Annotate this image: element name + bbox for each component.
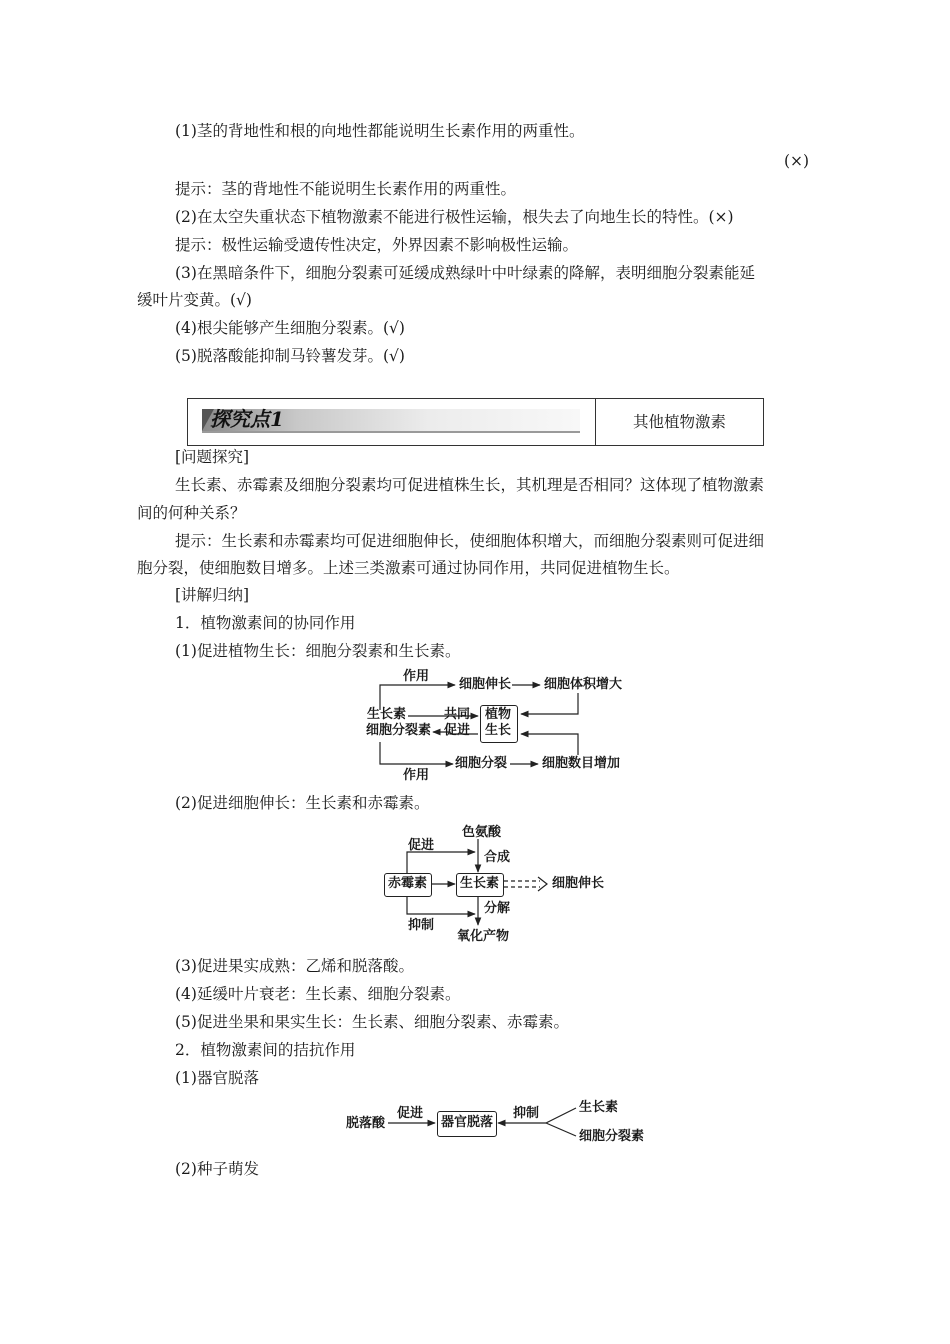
section-2-item-1: (1)器官脱落	[175, 1069, 259, 1087]
answer-line-2: 胞分裂，使细胞数目增多。上述三类激素可通过协同作用，共同促进植物生长。	[137, 559, 680, 577]
statement-3-line-1: (3)在黑暗条件下，细胞分裂素可延缓成熟绿叶中叶绿素的降解，表明细胞分裂素能延	[175, 264, 755, 282]
question-heading: [问题探究]	[175, 448, 250, 466]
statement-3-line-2: 缓叶片变黄。(√)	[137, 291, 252, 309]
d1-target-2: 生长	[485, 723, 512, 738]
statement-5: (5)脱落酸能抑制马铃薯发芽。(√)	[175, 347, 405, 365]
question-line-2: 间的何种关系？	[137, 504, 246, 522]
section-1-item-2: (2)促进细胞伸长：生长素和赤霉素。	[175, 794, 430, 812]
d1-result-bottom: 细胞数目增加	[542, 756, 621, 771]
d2-effect: 细胞伸长	[552, 876, 605, 891]
section-1-title: 1．植物激素间的协同作用	[175, 614, 356, 632]
statement-1: (1)茎的背地性和根的向地性都能说明生长素作用的两重性。	[175, 122, 585, 140]
d1-effect-top: 细胞伸长	[459, 677, 512, 692]
section-1-item-4: (4)延缓叶片衰老：生长素、细胞分裂素。	[175, 985, 461, 1003]
section-1-item-5: (5)促进坐果和果实生长：生长素、细胞分裂素、赤霉素。	[175, 1013, 569, 1031]
d2-promote: 促进	[408, 838, 435, 853]
d1-joint-2: 促进	[444, 723, 471, 738]
d3-target: 器官脱落	[441, 1115, 494, 1130]
d2-precursor: 色氨酸	[462, 825, 502, 840]
hint-2: 提示：极性运输受遗传性决定，外界因素不影响极性运输。	[175, 236, 579, 254]
d2-gibberellin: 赤霉素	[388, 876, 428, 891]
d1-action-bottom: 作用	[403, 768, 430, 783]
section-1-item-3: (3)促进果实成熟：乙烯和脱落酸。	[175, 957, 414, 975]
d1-result-top: 细胞体积增大	[544, 677, 623, 692]
section-2-item-2: (2)种子萌发	[175, 1160, 259, 1178]
d3-cytokinin: 细胞分裂素	[579, 1129, 645, 1144]
hint-1: 提示：茎的背地性不能说明生长素作用的两重性。	[175, 180, 517, 198]
banner-topic: 其他植物激素	[632, 413, 726, 431]
statement-4: (4)根尖能够产生细胞分裂素。(√)	[175, 319, 405, 337]
d1-hormone-a: 生长素	[367, 707, 407, 722]
d3-aba: 脱落酸	[346, 1116, 386, 1131]
d2-synthesis: 合成	[484, 850, 511, 865]
d3-auxin: 生长素	[579, 1100, 619, 1115]
d2-inhibit: 抑制	[408, 918, 435, 933]
explain-heading: [讲解归纳]	[175, 586, 250, 604]
section-1-item-1: (1)促进植物生长：细胞分裂素和生长素。	[175, 642, 461, 660]
d1-joint-1: 共同	[444, 707, 471, 722]
d1-effect-bottom: 细胞分裂	[455, 756, 508, 771]
answer-line-1: 提示：生长素和赤霉素均可促进细胞伸长，使细胞体积增大，而细胞分裂素则可促进细	[175, 532, 765, 550]
statement-1-mark: (×)	[784, 152, 810, 170]
d1-action-top: 作用	[403, 669, 430, 684]
d3-promote: 促进	[397, 1106, 424, 1121]
d1-target-1: 植物	[485, 707, 512, 722]
statement-2: (2)在太空失重状态下植物激素不能进行极性运输，根失去了向地生长的特性。(×)	[175, 208, 734, 226]
d1-hormone-b: 细胞分裂素	[366, 723, 432, 738]
banner-title: 探究点1	[210, 407, 284, 431]
d3-inhibit: 抑制	[513, 1106, 540, 1121]
d2-auxin: 生长素	[460, 876, 500, 891]
question-line-1: 生长素、赤霉素及细胞分裂素均可促进植株生长，其机理是否相同？这体现了植物激素	[175, 476, 765, 494]
d2-product: 氧化产物	[457, 929, 510, 944]
d2-decompose: 分解	[484, 901, 511, 916]
section-2-title: 2．植物激素间的拮抗作用	[175, 1041, 356, 1059]
